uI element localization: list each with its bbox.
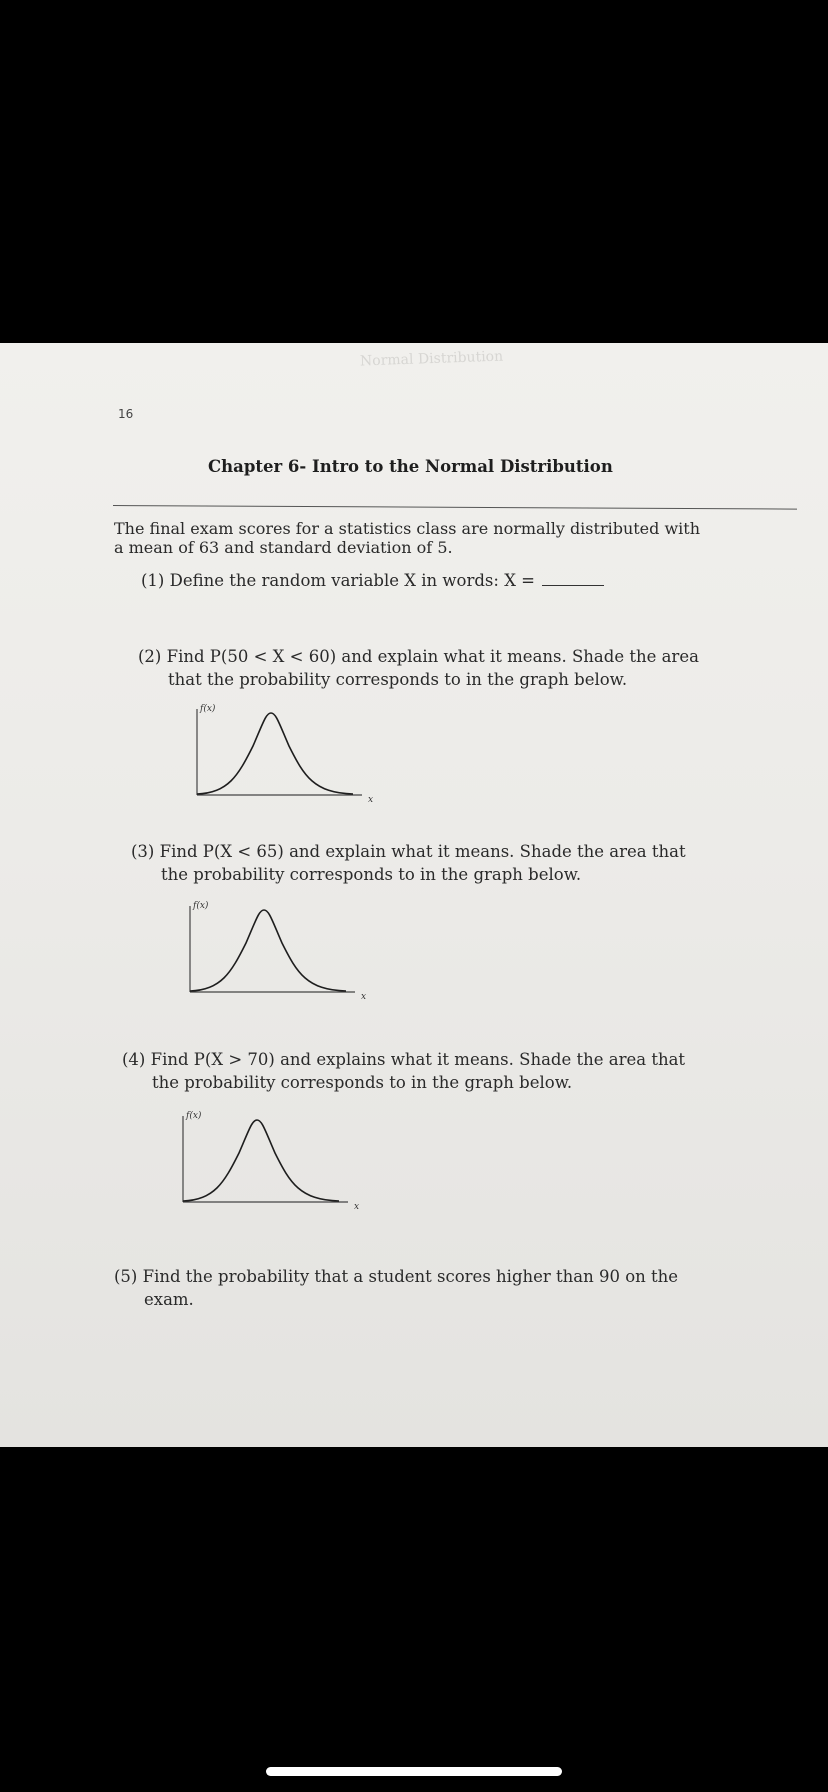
- bell-curve: [190, 910, 346, 991]
- header-rule: [113, 505, 797, 510]
- question-4-line1: Find P(X > 70) and explains what it means. Shade the area that: [150, 1050, 686, 1069]
- question-3-line2: the probability corresponds to in the graph below.: [161, 865, 582, 884]
- y-axis-label: f(x): [186, 1111, 202, 1121]
- home-indicator-bar[interactable]: [266, 1767, 562, 1776]
- answer-blank: [542, 585, 604, 586]
- x-axis-label: x: [368, 795, 374, 805]
- question-5-line2: exam.: [144, 1290, 194, 1309]
- normal-curve-graph-2: [178, 701, 378, 821]
- question-2: [138, 645, 699, 691]
- question-4-line2: the probability corresponds to in the graph below.: [152, 1073, 573, 1092]
- bell-curve: [183, 1120, 339, 1201]
- y-axis-label: f(x): [200, 704, 216, 714]
- question-5-line1: Find the probability that a student scores higher than 90 on the: [142, 1267, 679, 1286]
- question-5-number: (5): [114, 1267, 138, 1286]
- question-1-text: Define the random variable X in words: X =: [169, 571, 536, 590]
- question-4-number: (4): [122, 1050, 146, 1069]
- bleed-through-text: Normal Distribution: [359, 348, 504, 370]
- page-number: 16: [118, 407, 134, 421]
- x-axis-label: x: [361, 992, 367, 1002]
- question-2-line1: Find P(50 < X < 60) and explain what it means. Shade the area: [166, 647, 699, 666]
- question-3-line1: Find P(X < 65) and explain what it means. Shade the area that: [159, 842, 686, 861]
- question-2-line2: that the probability corresponds to in the graph below.: [168, 670, 628, 689]
- question-3: [131, 840, 686, 886]
- chapter-title: Chapter 6- Intro to the Normal Distribution: [208, 457, 613, 476]
- question-5: [114, 1265, 678, 1311]
- x-axis-label: x: [354, 1202, 360, 1212]
- question-1: [141, 569, 604, 592]
- question-1-number: (1): [141, 571, 165, 590]
- problem-intro: The final exam scores for a statistics class are normally distributed with a mean of 63 and standard deviation of 5.: [114, 519, 701, 557]
- normal-curve-graph-3: [171, 898, 371, 1018]
- bell-curve: [197, 713, 353, 794]
- question-2-number: (2): [138, 647, 162, 666]
- question-3-number: (3): [131, 842, 155, 861]
- question-4: [122, 1048, 685, 1094]
- normal-curve-graph-4: [164, 1108, 364, 1228]
- worksheet-page: [0, 343, 828, 1447]
- y-axis-label: f(x): [193, 901, 209, 911]
